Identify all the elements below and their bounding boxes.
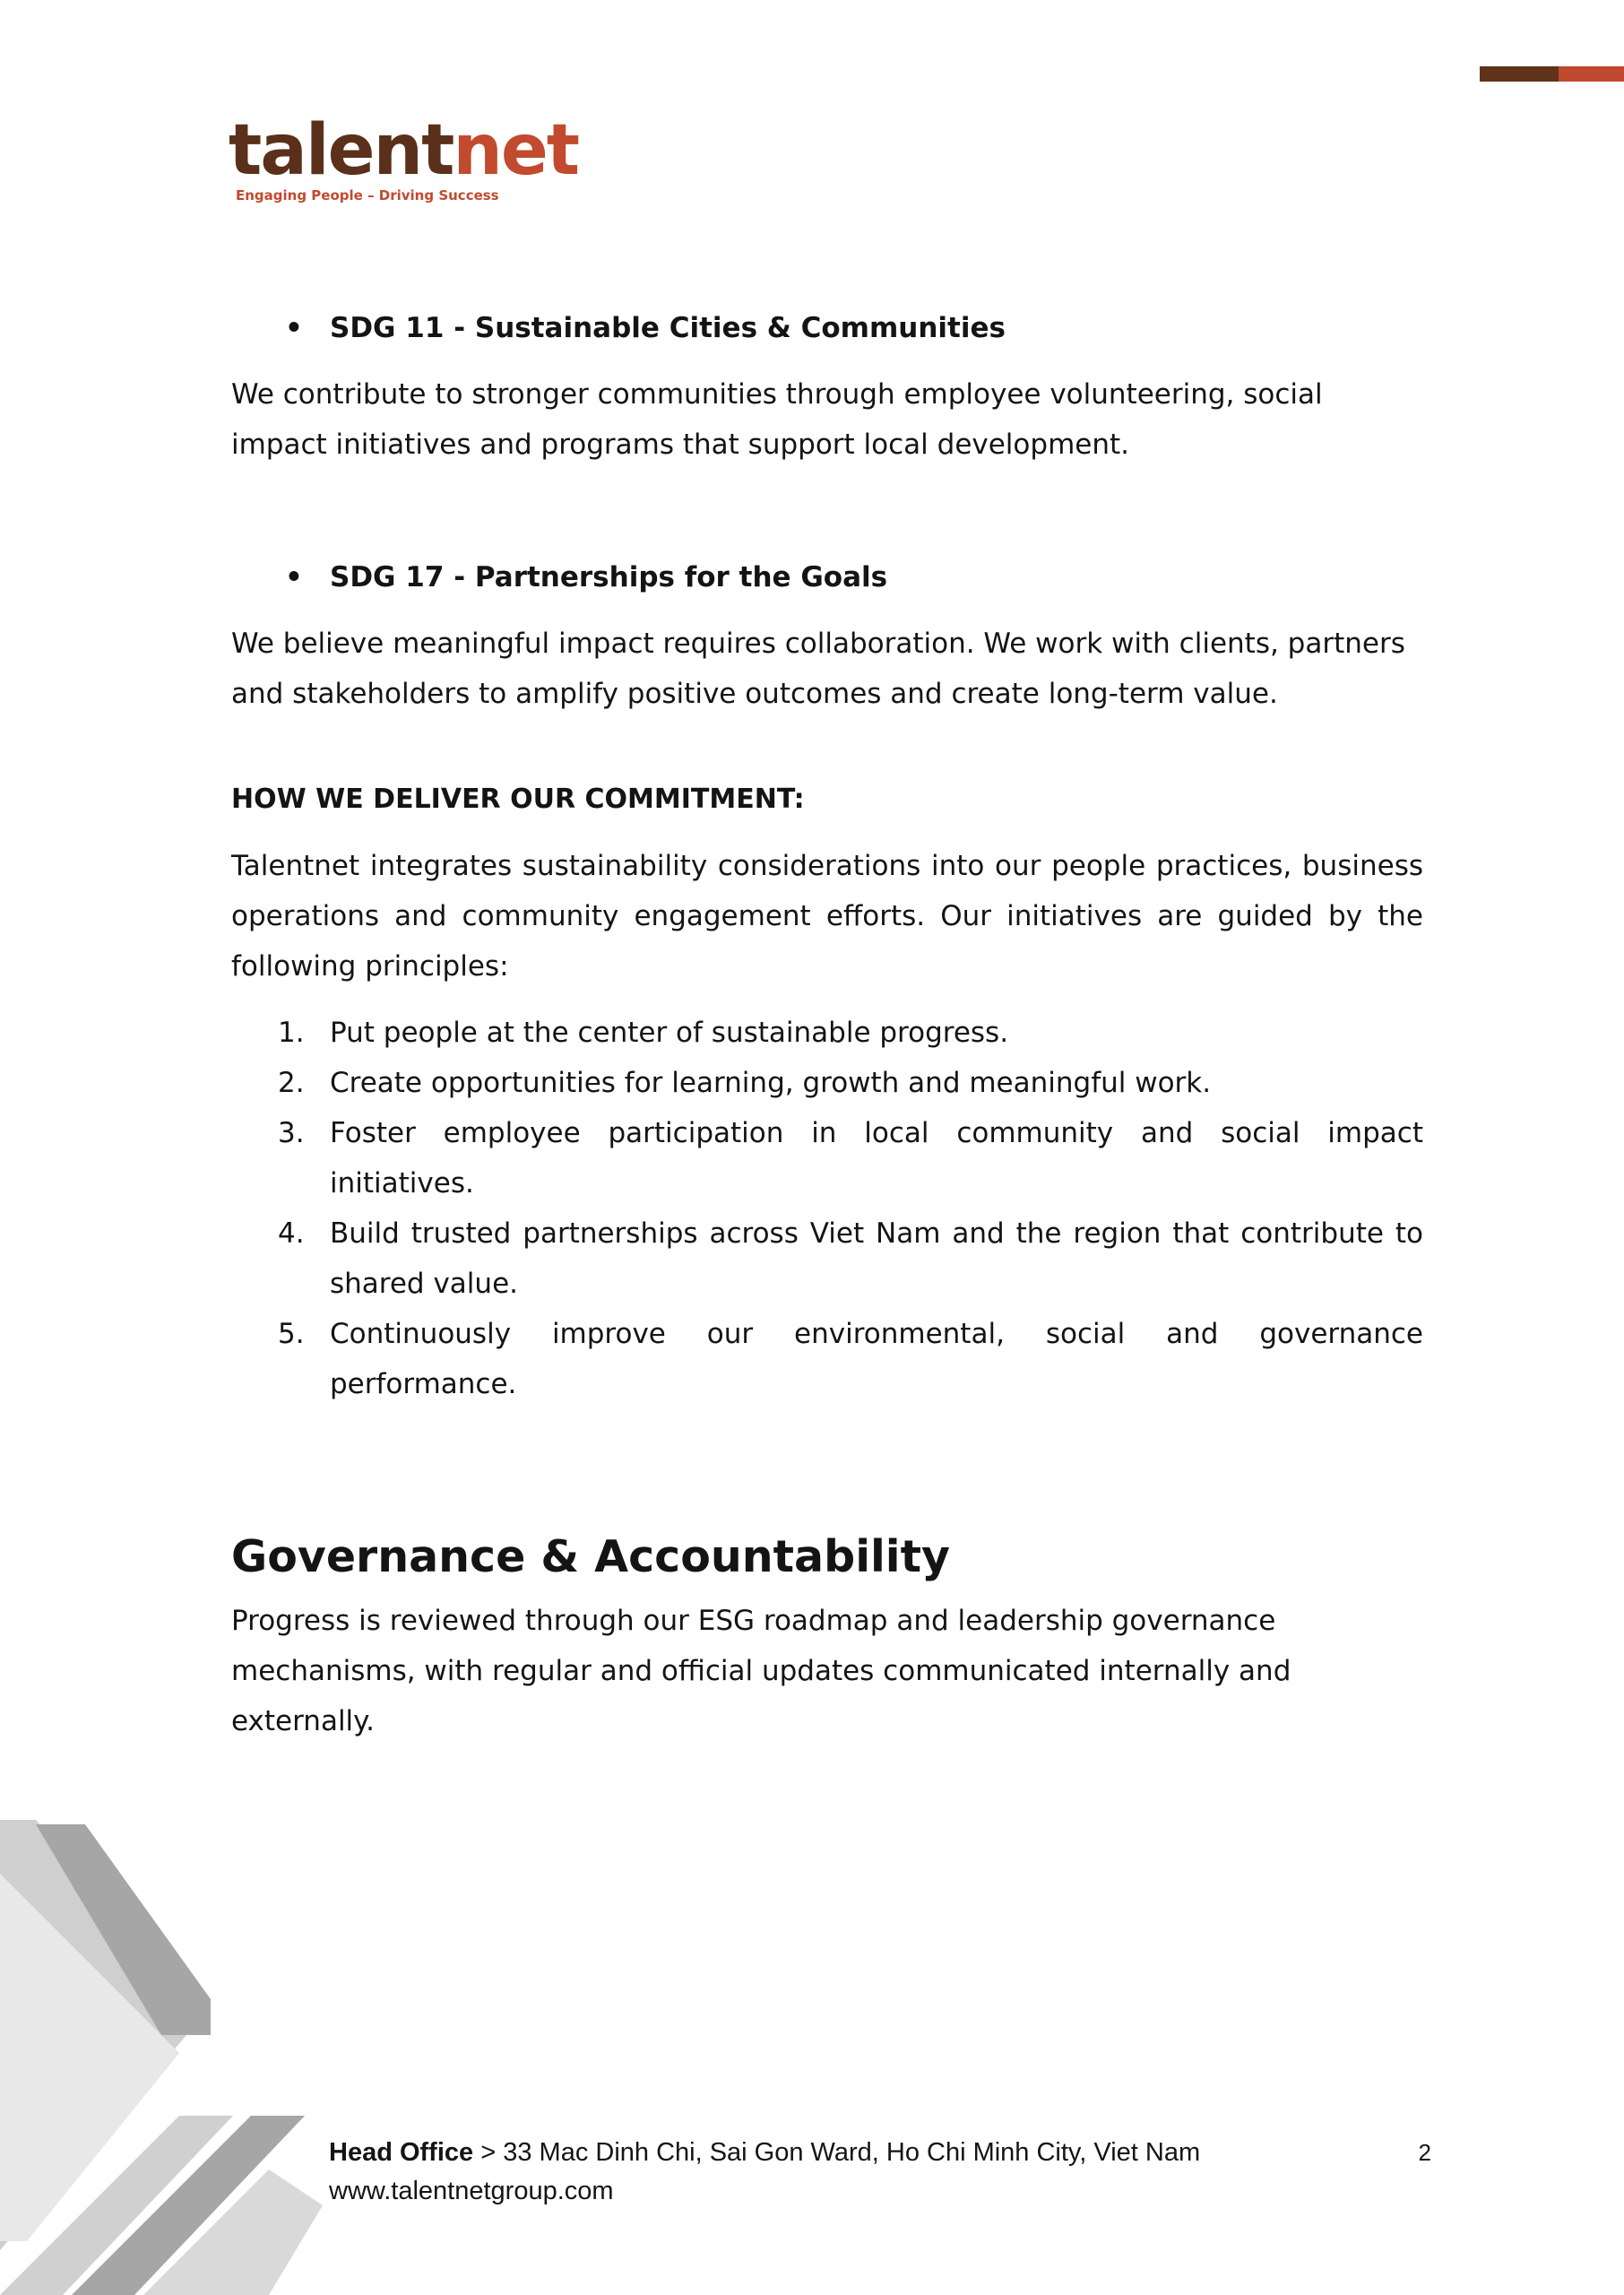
list-item-text: Build trusted partnerships across Viet Nam and the region that contribute to shared value.: [330, 1217, 1423, 1300]
list-item: [231, 1058, 1423, 1108]
logo-tagline: Engaging People – Driving Success: [236, 187, 499, 204]
list-item-number: 5.: [278, 1318, 305, 1350]
accent-bar-red: [1559, 66, 1624, 82]
principles-list: [231, 1008, 1423, 1409]
list-item-number: 2.: [278, 1067, 305, 1099]
footer-head-office-label: Head Office: [329, 2138, 474, 2167]
sdg11-body: We contribute to stronger communities through employee volunteering, social impact initiatives and programs that support local development.: [231, 378, 1323, 461]
governance-title: Governance & Accountability: [231, 1531, 950, 1582]
commitment-heading: HOW WE DELIVER OUR COMMITMENT:: [231, 784, 805, 815]
logo-wordmark: [229, 110, 579, 191]
bullet-dot: •: [285, 312, 303, 344]
sdg17-heading-text: SDG 17 - Partnerships for the Goals: [330, 561, 888, 593]
accent-bar-brown: [1480, 66, 1559, 82]
commitment-intro: Talentnet integrates sustainability considerations into our people practices, business operations and community engagement efforts. Our initiatives are guided by the following principles:: [231, 850, 1423, 983]
list-item-text: Foster employee participation in local community and social impact initiatives.: [330, 1117, 1423, 1199]
list-item: [231, 1108, 1423, 1208]
logo-wordmark-talent: talent: [229, 110, 454, 191]
sdg17-body: We believe meaningful impact requires collaboration. We work with clients, partners and stakeholders to amplify positive outcomes and create long-term value.: [231, 628, 1405, 710]
sdg11-heading-text: SDG 11 - Sustainable Cities & Communities: [330, 312, 1006, 344]
list-item-text: Create opportunities for learning, growth and meaningful work.: [330, 1067, 1212, 1099]
footer-address-line: [329, 2134, 1431, 2172]
sdg17-heading: [231, 552, 1423, 602]
document-body: [231, 303, 1423, 1746]
list-item-number: 1.: [278, 1017, 305, 1049]
logo-wordmark-net: net: [453, 110, 579, 191]
list-item: [231, 1208, 1423, 1309]
list-item-text: Put people at the center of sustainable progress.: [330, 1017, 1009, 1049]
footer-website[interactable]: www.talentnetgroup.com: [329, 2177, 614, 2205]
list-item-text: Continuously improve our environmental, social and governance performance.: [330, 1318, 1423, 1400]
footer-address: > 33 Mac Dinh Chi, Sai Gon Ward, Ho Chi Minh City, Viet Nam: [473, 2138, 1201, 2167]
list-item: [231, 1008, 1423, 1058]
bullet-dot: •: [285, 561, 303, 593]
talentnet-logo: [229, 110, 579, 206]
governance-body: Progress is reviewed through our ESG roadmap and leadership governance mechanisms, with regular and official updates communicated internally and externally.: [231, 1605, 1291, 1737]
sdg11-heading: [231, 303, 1423, 353]
list-item-number: 3.: [278, 1117, 305, 1149]
list-item-number: 4.: [278, 1217, 305, 1250]
list-item: [231, 1309, 1423, 1409]
decorative-chevrons: [0, 1820, 358, 2295]
page-number: 2: [1418, 2139, 1431, 2166]
page-footer: [329, 2134, 1431, 2211]
